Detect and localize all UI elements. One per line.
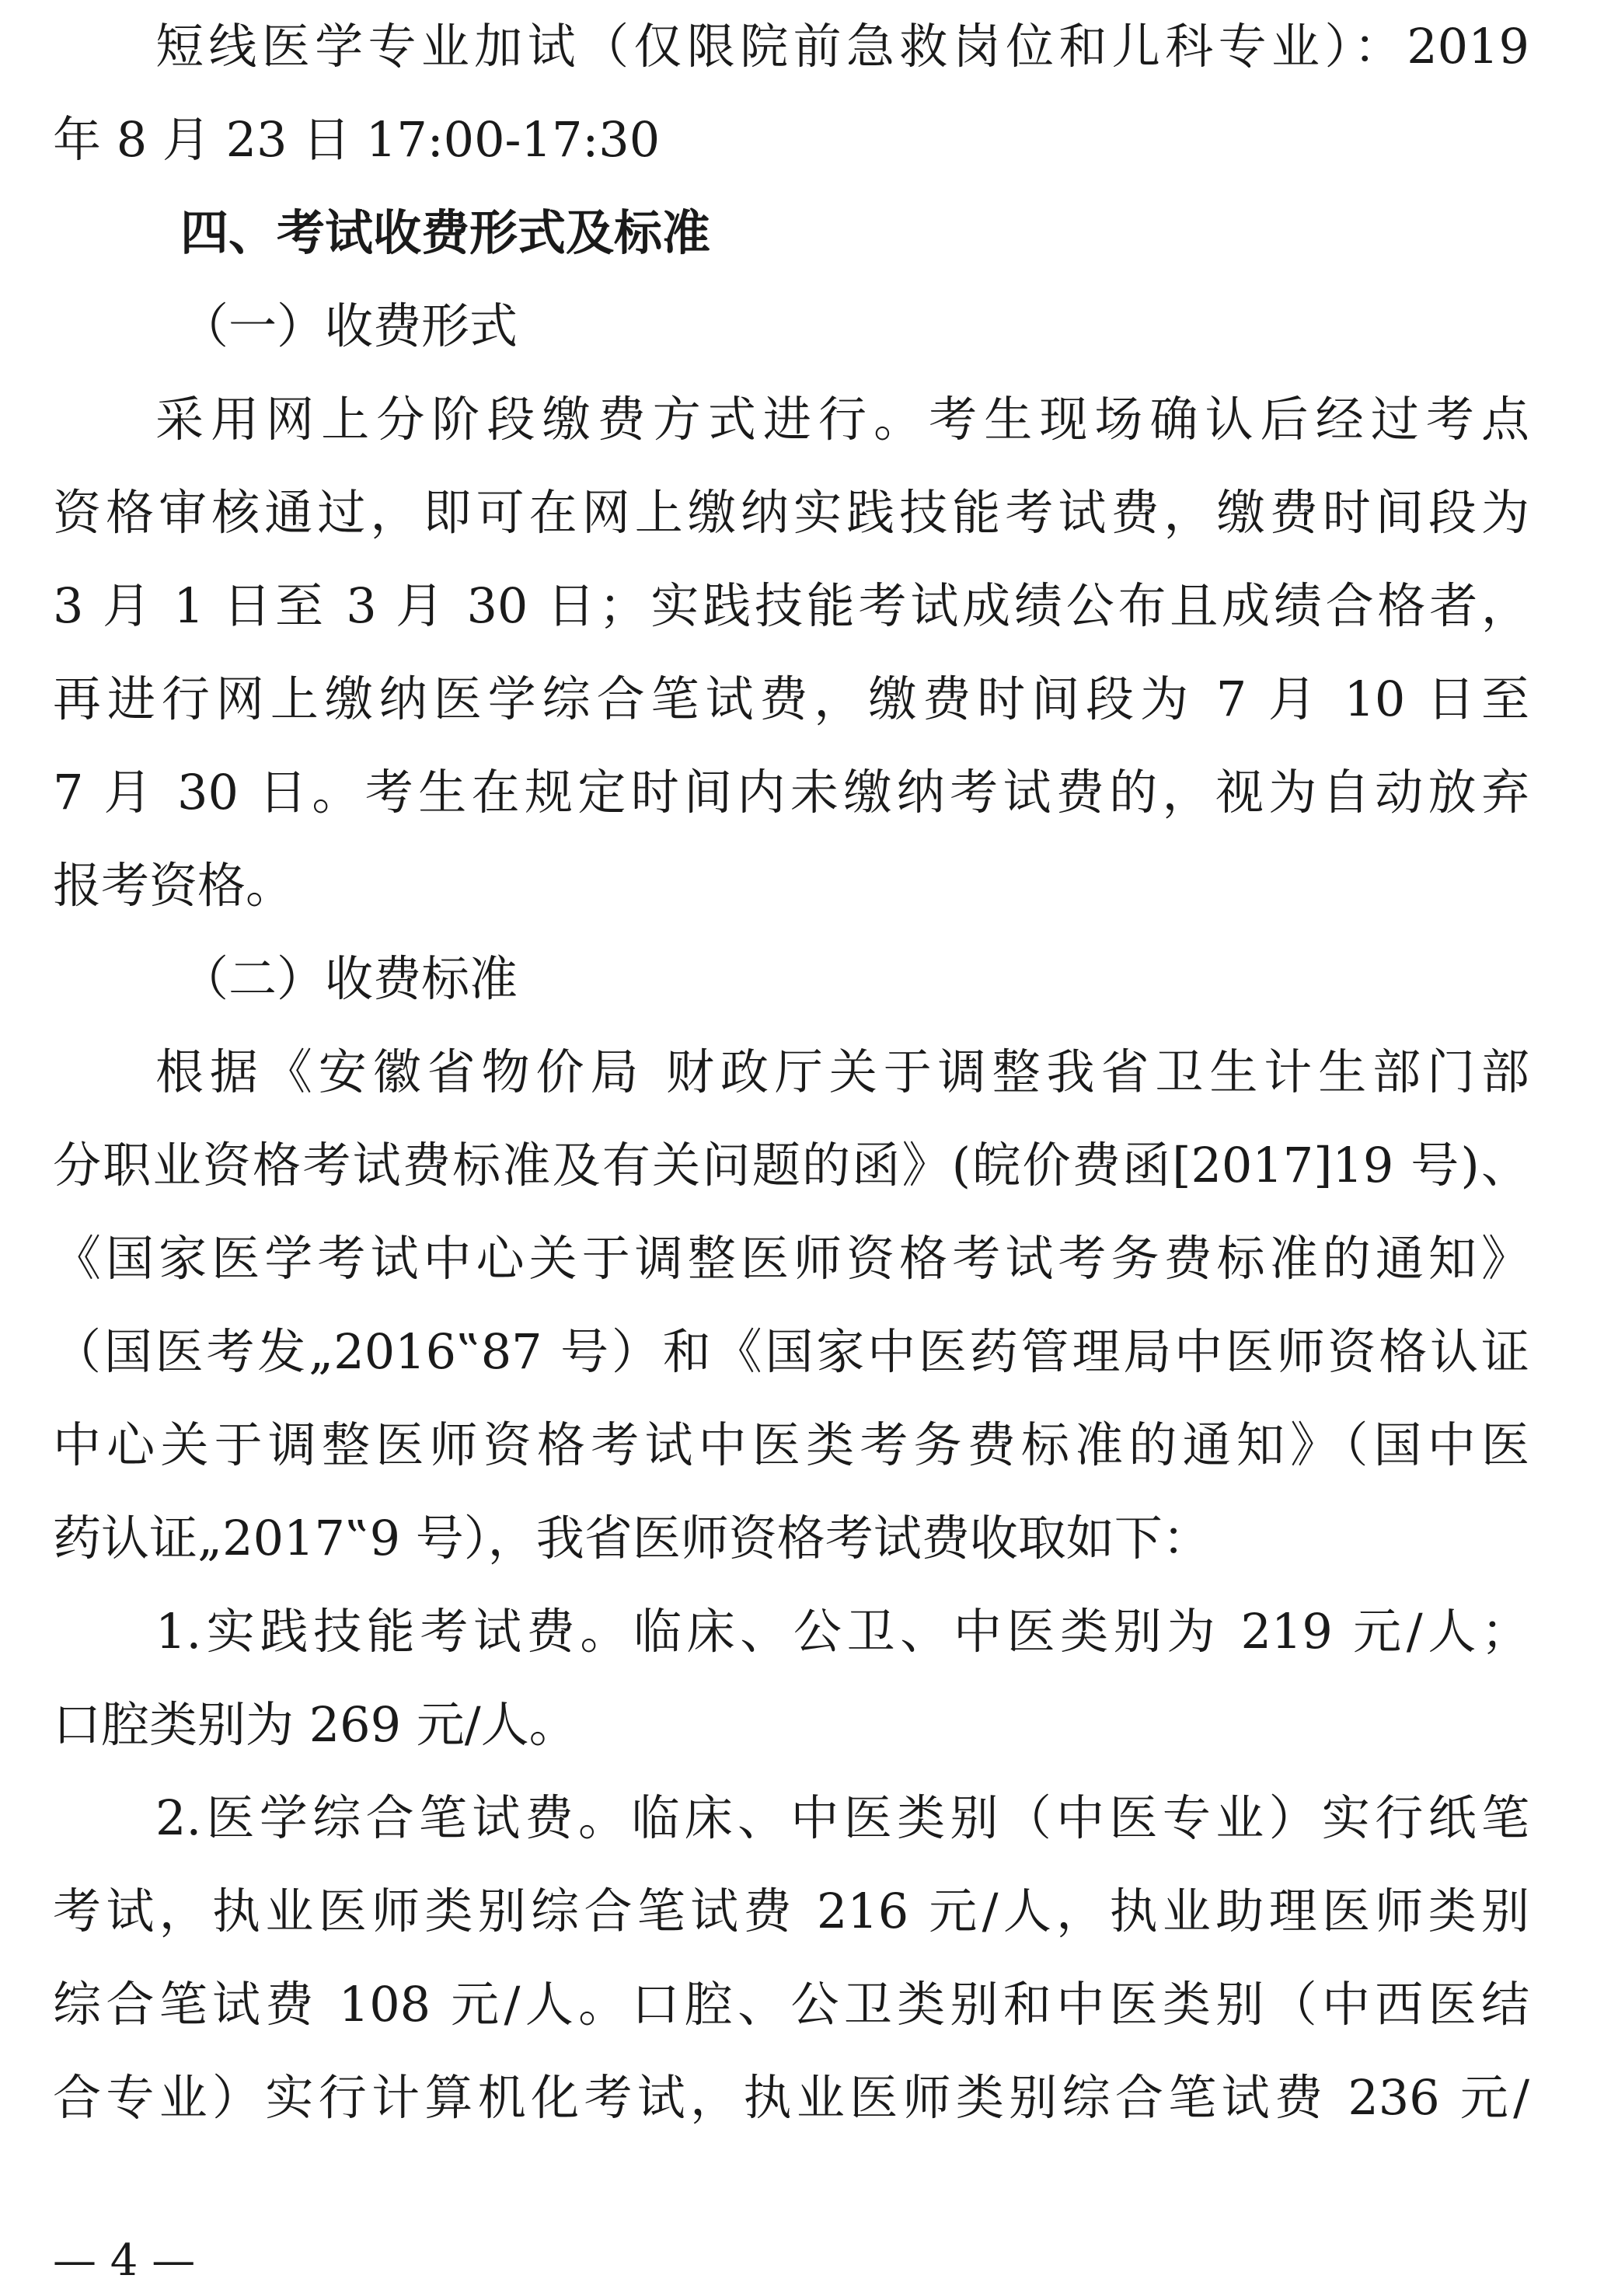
text-line: 根据《安徽省物价局 财政厅关于调整我省卫生计生部门部 <box>155 1043 1529 1100</box>
text-line: 考试，执业医师类别综合笔试费 216 元/人，执业助理医师类别 <box>53 1883 1529 1939</box>
text-line: 中心关于调整医师资格考试中医类考务费标准的通知》（国中医 <box>53 1416 1529 1473</box>
text-line: 3 月 1 日至 3 月 30 日；实践技能考试成绩公布且成绩合格者， <box>53 577 1529 634</box>
section-heading: 四、考试收费形式及标准 <box>180 204 711 261</box>
text-line: 2.医学综合笔试费。临床、中医类别（中医专业）实行纸笔 <box>155 1789 1529 1846</box>
text-line: 7 月 30 日。考生在规定时间内未缴纳考试费的，视为自动放弃 <box>53 764 1529 820</box>
text-line: 综合笔试费 108 元/人。口腔、公卫类别和中医类别（中西医结 <box>53 1976 1529 2033</box>
text-line: 口腔类别为 269 元/人。 <box>53 1696 577 1753</box>
text-line: 分职业资格考试费标准及有关问题的函》(皖价费函[2017]19 号)、 <box>53 1137 1529 1193</box>
subsection-heading: （一）收费形式 <box>180 298 518 354</box>
text-line: 采用网上分阶段缴费方式进行。考生现场确认后经过考点 <box>155 391 1529 448</box>
text-line: 年 8 月 23 日 17:00-17:30 <box>53 111 661 168</box>
text-line: （国医考发„2016‟87 号）和《国家中医药管理局中医师资格认证 <box>53 1323 1529 1380</box>
text-line: 合专业）实行计算机化考试，执业医师类别综合笔试费 236 元/ <box>53 2069 1529 2126</box>
text-line: 再进行网上缴纳医学综合笔试费，缴费时间段为 7 月 10 日至 <box>53 671 1529 727</box>
text-line: 短线医学专业加试（仅限院前急救岗位和儿科专业）：2019 <box>155 18 1529 75</box>
subsection-heading: （二）收费标准 <box>180 950 518 1007</box>
page-number: — 4 — <box>53 2235 196 2286</box>
text-line: 资格审核通过，即可在网上缴纳实践技能考试费，缴费时间段为 <box>53 484 1529 541</box>
text-line: 《国家医学考试中心关于调整医师资格考试考务费标准的通知》 <box>53 1230 1529 1287</box>
text-line: 药认证„2017‟9 号），我省医师资格考试费收取如下： <box>53 1510 1211 1566</box>
text-line: 报考资格。 <box>53 857 295 914</box>
text-line: 1.实践技能考试费。临床、公卫、中医类别为 219 元/人； <box>155 1603 1529 1660</box>
